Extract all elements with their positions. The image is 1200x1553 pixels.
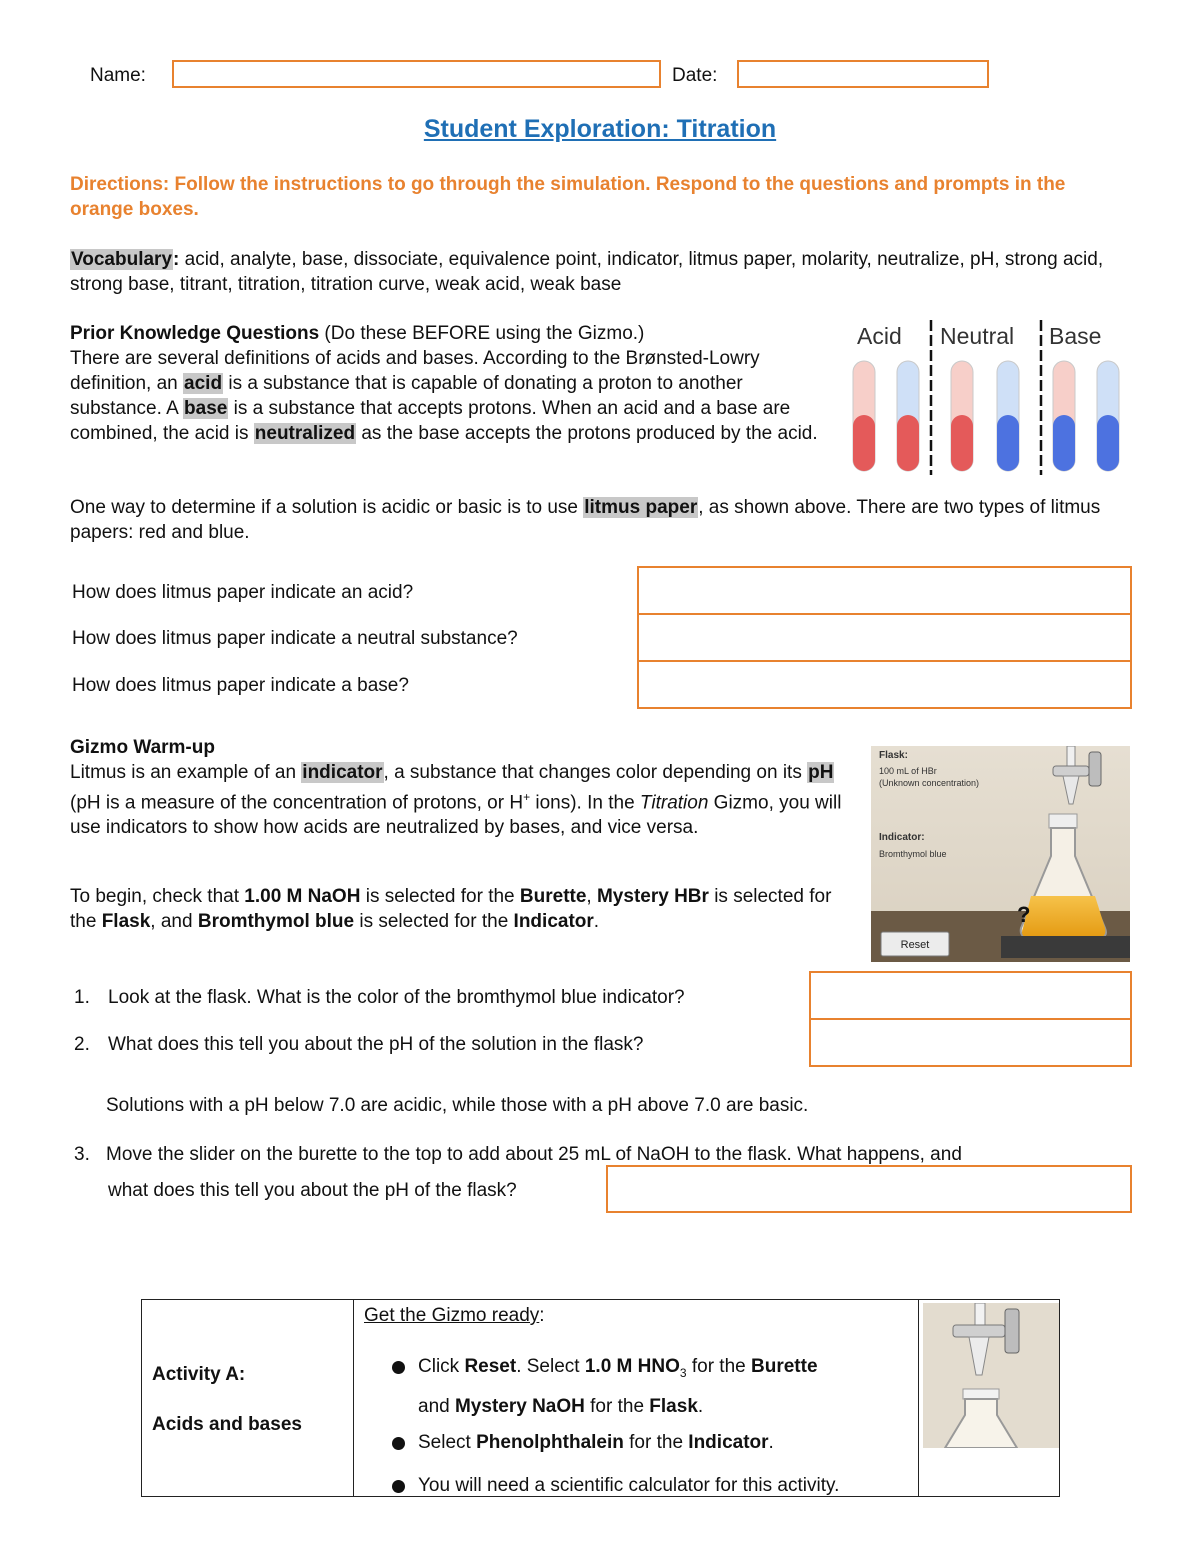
warmup-heading: Gizmo Warm-up bbox=[70, 737, 215, 758]
date-input-box[interactable] bbox=[737, 60, 989, 88]
term-neutralized: neutralized bbox=[254, 423, 356, 444]
name-input-box[interactable] bbox=[172, 60, 661, 88]
page-title: Student Exploration: Titration bbox=[423, 115, 777, 143]
question-litmus-neutral: How does litmus paper indicate a neutral substance? bbox=[72, 628, 518, 649]
directions-text: Directions: Follow the instructions to go through the simulation. Respond to the questions and prompts in the orange boxes. bbox=[70, 174, 1066, 220]
prior-knowledge-paragraph: There are several definitions of acids and bases. According to the Brønsted-Lowry definition, an acid is a substance that is capable of donating a proton to another substance. A base is a substance that accepts protons. When an acid and a base are combined, the acid is neutralized as the base accepts the protons produced by the acid. bbox=[70, 348, 818, 444]
vocabulary-paragraph: Vocabulary: acid, analyte, base, dissociate, equivalence point, indicator, litmus paper, molarity, neutralize, pH, strong acid, strong base, titrant, titration, titration curve, weak acid, weak base bbox=[70, 249, 1104, 295]
litmus-tube-5 bbox=[1053, 361, 1075, 471]
vocabulary-label: Vocabulary bbox=[71, 249, 173, 270]
question-1-text: Look at the flask. What is the color of the bromthymol blue indicator? bbox=[108, 987, 685, 1008]
answer-box-acid[interactable] bbox=[637, 566, 1132, 615]
date-label: Date: bbox=[672, 65, 718, 86]
svg-text:100 mL of HBr: 100 mL of HBr bbox=[879, 766, 937, 776]
question-3-text-cont: what does this tell you about the pH of the flask? bbox=[108, 1180, 517, 1201]
activity-subtitle: Acids and bases bbox=[152, 1414, 302, 1435]
prior-knowledge-section bbox=[70, 321, 825, 446]
svg-text:Bromthymol blue: Bromthymol blue bbox=[879, 849, 947, 859]
activity-bullet-2: Select Phenolphthalein for the Indicator. bbox=[390, 1426, 910, 1459]
litmus-base-label: Base bbox=[1049, 323, 1102, 349]
term-indicator: indicator bbox=[302, 762, 383, 783]
svg-text:Reset: Reset bbox=[900, 939, 930, 951]
answer-box-q2[interactable] bbox=[809, 1018, 1132, 1067]
litmus-tube-1 bbox=[853, 361, 875, 471]
question-litmus-base: How does litmus paper indicate a base? bbox=[72, 675, 409, 696]
question-2-text: What does this tell you about the pH of the solution in the flask? bbox=[108, 1034, 644, 1055]
gizmo-screenshot bbox=[871, 746, 1130, 962]
question-3-text: Move the slider on the burette to the top to add about 25 mL of NaOH to the flask. What happens, and bbox=[106, 1144, 962, 1165]
activity-bullet-1: Click Reset. Select 1.0 M $HNO_3$ for the Burette and Mystery NaOH for the Flask. bbox=[390, 1350, 910, 1423]
activity-title: Activity A: bbox=[152, 1364, 246, 1385]
prior-knowledge-note: (Do these BEFORE using the Gizmo.) bbox=[319, 323, 645, 344]
term-ph: pH bbox=[808, 762, 834, 783]
vocabulary-terms: acid, analyte, base, dissociate, equivalence point, indicator, litmus paper, molarity, neutralize, pH, strong acid, strong base, titrant, titration, titration curve, weak acid, weak base bbox=[70, 249, 1104, 295]
activity-gizmo-image bbox=[923, 1303, 1059, 1448]
activity-bullet-3: You will need a scientific calculator for this activity. bbox=[390, 1469, 910, 1502]
gizmo-question-mark: ? bbox=[1017, 902, 1031, 927]
litmus-tube-6 bbox=[1097, 361, 1119, 471]
warmup-section bbox=[70, 735, 845, 840]
litmus-tube-3 bbox=[951, 361, 973, 471]
litmus-tube-4 bbox=[997, 361, 1019, 471]
term-base: base bbox=[184, 398, 228, 419]
warmup-paragraph-1: Litmus is an example of an indicator, a substance that changes color depending on its pH (pH is a measure of the concentration of protons, or H+ ions). In the Titration Gizmo, you will use indicators to show how acids are neutralized by bases, and vice versa. bbox=[70, 762, 842, 839]
litmus-tube-2 bbox=[897, 361, 919, 471]
get-gizmo-ready-heading: Get the Gizmo ready: bbox=[364, 1305, 545, 1326]
answer-box-neutral[interactable] bbox=[637, 613, 1132, 662]
litmus-paragraph: One way to determine if a solution is acidic or basic is to use litmus paper, as shown above. There are two types of litmus papers: red and blue. bbox=[70, 497, 1101, 543]
activity-instructions bbox=[390, 1350, 910, 1502]
prior-knowledge-heading: Prior Knowledge Questions bbox=[70, 323, 320, 344]
ph-note: Solutions with a pH below 7.0 are acidic, while those with a pH above 7.0 are basic. bbox=[106, 1095, 809, 1116]
question-3-number: 3. bbox=[74, 1144, 90, 1165]
question-2-number: 2. bbox=[74, 1034, 90, 1055]
term-acid: acid bbox=[184, 373, 223, 394]
answer-box-q1[interactable] bbox=[809, 971, 1132, 1021]
svg-text:Indicator:: Indicator: bbox=[879, 832, 925, 843]
litmus-neutral-label: Neutral bbox=[940, 323, 1015, 349]
question-litmus-acid: How does litmus paper indicate an acid? bbox=[72, 582, 414, 603]
activity-table bbox=[141, 1299, 1060, 1497]
answer-box-q3[interactable] bbox=[606, 1165, 1132, 1213]
litmus-paper-image bbox=[843, 315, 1131, 477]
name-label: Name: bbox=[90, 65, 146, 86]
litmus-acid-label: Acid bbox=[857, 323, 902, 349]
svg-text:(Unknown concentration): (Unknown concentration) bbox=[879, 778, 980, 788]
svg-text:Flask:: Flask: bbox=[879, 750, 908, 761]
warmup-paragraph-2: To begin, check that 1.00 M NaOH is selected for the Burette, Mystery HBr is selected for the Flask, and Bromthymol blue is selected for the Indicator. bbox=[70, 886, 832, 932]
term-litmus-paper: litmus paper bbox=[584, 497, 698, 518]
question-1-number: 1. bbox=[74, 987, 90, 1008]
answer-box-base[interactable] bbox=[637, 660, 1132, 709]
